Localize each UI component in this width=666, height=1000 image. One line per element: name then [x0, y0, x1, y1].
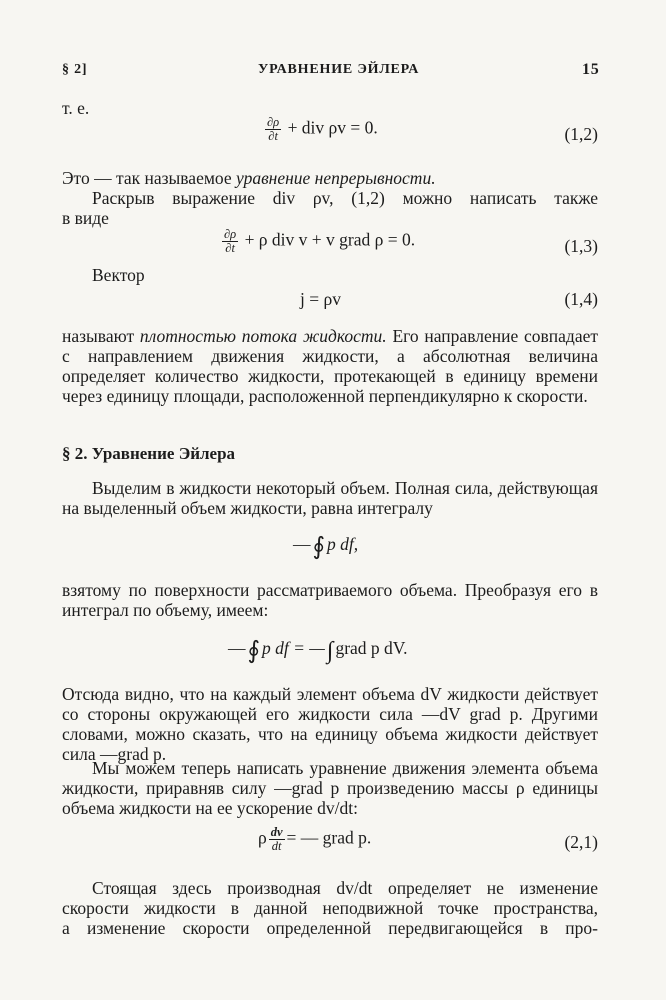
vector-label: Вектор [92, 265, 145, 285]
contour-integral-sign: ∮ [247, 638, 261, 664]
equation-1-3: $\frac{\partial\rho}{\partial t}$ + ρ div v + v grad ρ = 0. [224, 227, 416, 255]
partial-fraction: $\frac{\partial\rho}{\partial t}$ [224, 227, 237, 255]
flux-term: плотностью потока жидкости. [139, 326, 387, 346]
contour-integral-sign: ∮ [312, 534, 326, 560]
equation-number: (1,2) [564, 124, 598, 144]
taken-paragraph: взятому по поверхности рассматриваемого объема. Преобразуя его в интеграл по объему, имеем: [62, 580, 598, 620]
section-heading: § 2. Уравнение Эйлера [62, 444, 236, 463]
equation-1-2: $\frac{\partial\rho}{\partial t}$ + div ρv = 0. [267, 115, 378, 143]
continuity-line: Это — так называемое уравнение непрерывности. [62, 168, 436, 188]
flux-paragraph: называют плотностью потока жидкости. Его направление совпадает с направлением движения жидкости, а абсолютная величина определяет количество жидкости, протекающей в единицу времени через единицу площади, расположенной перпендикулярно к скорости. [62, 326, 599, 406]
equation-1-4: j = ρv [300, 289, 341, 309]
last-line-3: а изменение скорости определенной передвигающейся в про- [62, 918, 598, 938]
velocity-derivative-fraction: $\frac{dv}{dt}$ [270, 825, 283, 853]
intro-text: т. е. [62, 98, 90, 118]
hence-paragraph: Отсюда видно, что на каждый элемент объема dV жидкости действует со стороны окружающей его жидкости сила —dV grad p. Другими словами, можно сказать, что на единицу объема жидкости действует сила —grad p. [62, 684, 598, 764]
force-paragraph: Выделим в жидкости некоторый объем. Полная сила, действующая на выделенный объем жидкости, равна интегралу [62, 478, 598, 518]
equation-number: (2,1) [564, 832, 598, 852]
header-section-ref: § 2] [62, 62, 88, 77]
last-line-1: Стоящая здесь производная dv/dt определяет не изменение [92, 878, 598, 898]
last-line-2: скорости жидкости в данной неподвижной точке пространства, [62, 898, 598, 918]
volume-integral-equation: —∮ p df = —∫ grad p dV. [228, 638, 408, 664]
equation-number: (1,3) [564, 236, 598, 256]
integral-sign: ∫ [326, 638, 334, 664]
expand-line-1: Раскрыв выражение div ρv, (1,2) можно написать также [92, 188, 598, 208]
equation-number: (1,4) [564, 289, 598, 309]
surface-integral: —∮ p df, [293, 534, 359, 560]
header-title: УРАВНЕНИЕ ЭЙЛЕРА [258, 62, 420, 77]
header-page-number: 15 [582, 61, 600, 78]
write-paragraph: Мы можем теперь написать уравнение движения элемента объема жидкости, приравняв силу —grad p произведению массы ρ единицы объема жидкости на ее ускорение dv/dt: [62, 758, 598, 818]
equation-2-1: ρ $\frac{dv}{dt}$ = — grad p. [258, 825, 372, 853]
continuity-term: уравнение непрерывности. [236, 168, 436, 188]
expand-line-2: в виде [62, 208, 109, 228]
partial-fraction: $\frac{\partial\rho}{\partial t}$ [267, 115, 280, 143]
